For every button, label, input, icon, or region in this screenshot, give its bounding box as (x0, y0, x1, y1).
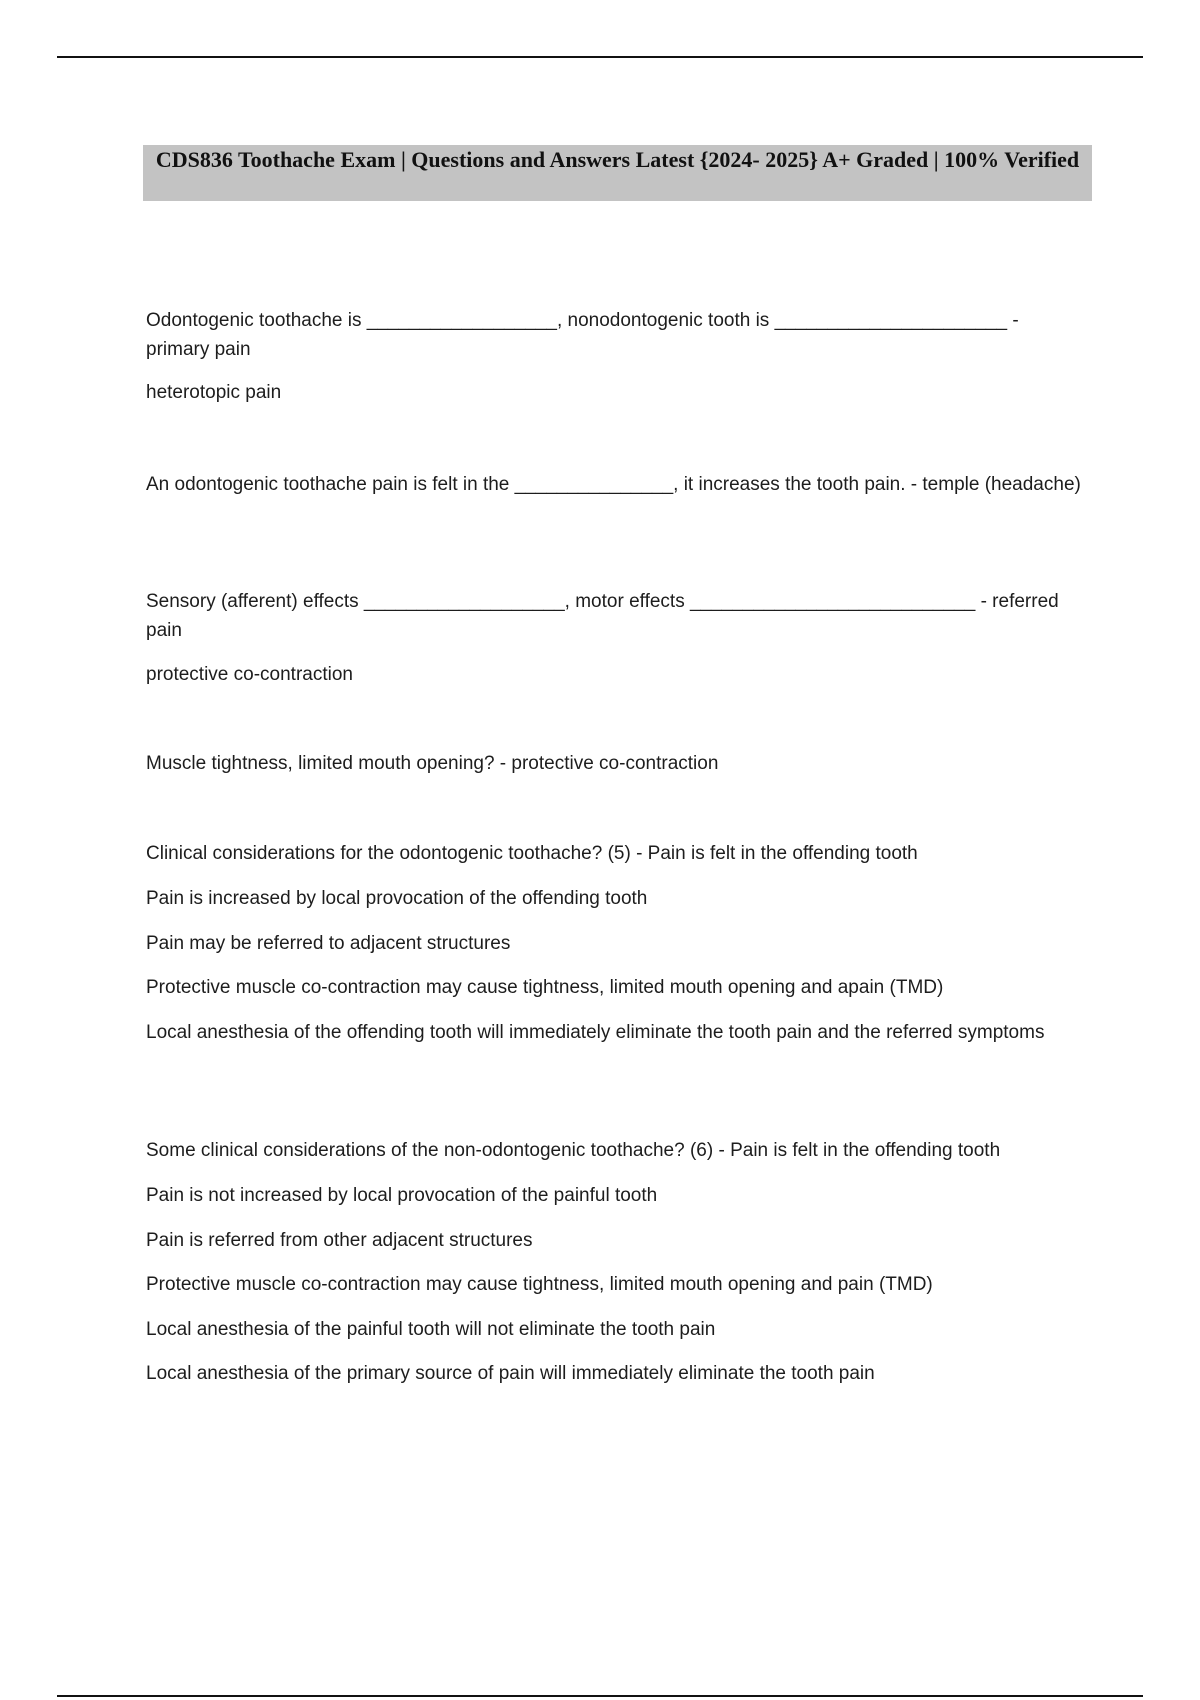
answer-5-1: Pain is increased by local provocation of the offending tooth (146, 888, 648, 909)
answer-5-4: Local anesthesia of the offending tooth will immediately eliminate the tooth pain and the referred symptoms (146, 1022, 1045, 1043)
answer-6-2: Pain is referred from other adjacent structures (146, 1230, 533, 1251)
answer-6-5: Local anesthesia of the primary source of pain will immediately eliminate the tooth pain (146, 1363, 875, 1384)
question-4: Muscle tightness, limited mouth opening? - protective co-contraction (146, 753, 719, 774)
footer-rule (57, 1695, 1143, 1697)
question-5: Clinical considerations for the odontogenic toothache? (5) - Pain is felt in the offending tooth (146, 843, 918, 864)
answer-1-1: heterotopic pain (146, 382, 282, 403)
question-2: An odontogenic toothache pain is felt in the _______________, it increases the tooth pain. - temple (headache) (146, 474, 1081, 495)
question-1: Odontogenic toothache is __________________, nonodontogenic tooth is ______________________ - primary pain (146, 310, 1024, 360)
answer-6-3: Protective muscle co-contraction may cause tightness, limited mouth opening and pain (TMD) (146, 1274, 933, 1295)
header-rule (57, 56, 1143, 58)
answer-5-3: Protective muscle co-contraction may cause tightness, limited mouth opening and apain (TMD) (146, 977, 944, 998)
answer-6-1: Pain is not increased by local provocation of the painful tooth (146, 1185, 658, 1206)
question-6: Some clinical considerations of the non-odontogenic toothache? (6) - Pain is felt in the offending tooth (146, 1140, 1001, 1161)
answer-5-2: Pain may be referred to adjacent structures (146, 933, 511, 954)
document-title: CDS836 Toothache Exam | Questions and Answers Latest {2024- 2025} A+ Graded | 100% Verified (143, 145, 1092, 201)
answer-3-1: protective co-contraction (146, 664, 353, 685)
answer-6-4: Local anesthesia of the painful tooth will not eliminate the tooth pain (146, 1319, 716, 1340)
question-3: Sensory (afferent) effects ___________________, motor effects ___________________________ - referred pain (146, 591, 1064, 641)
